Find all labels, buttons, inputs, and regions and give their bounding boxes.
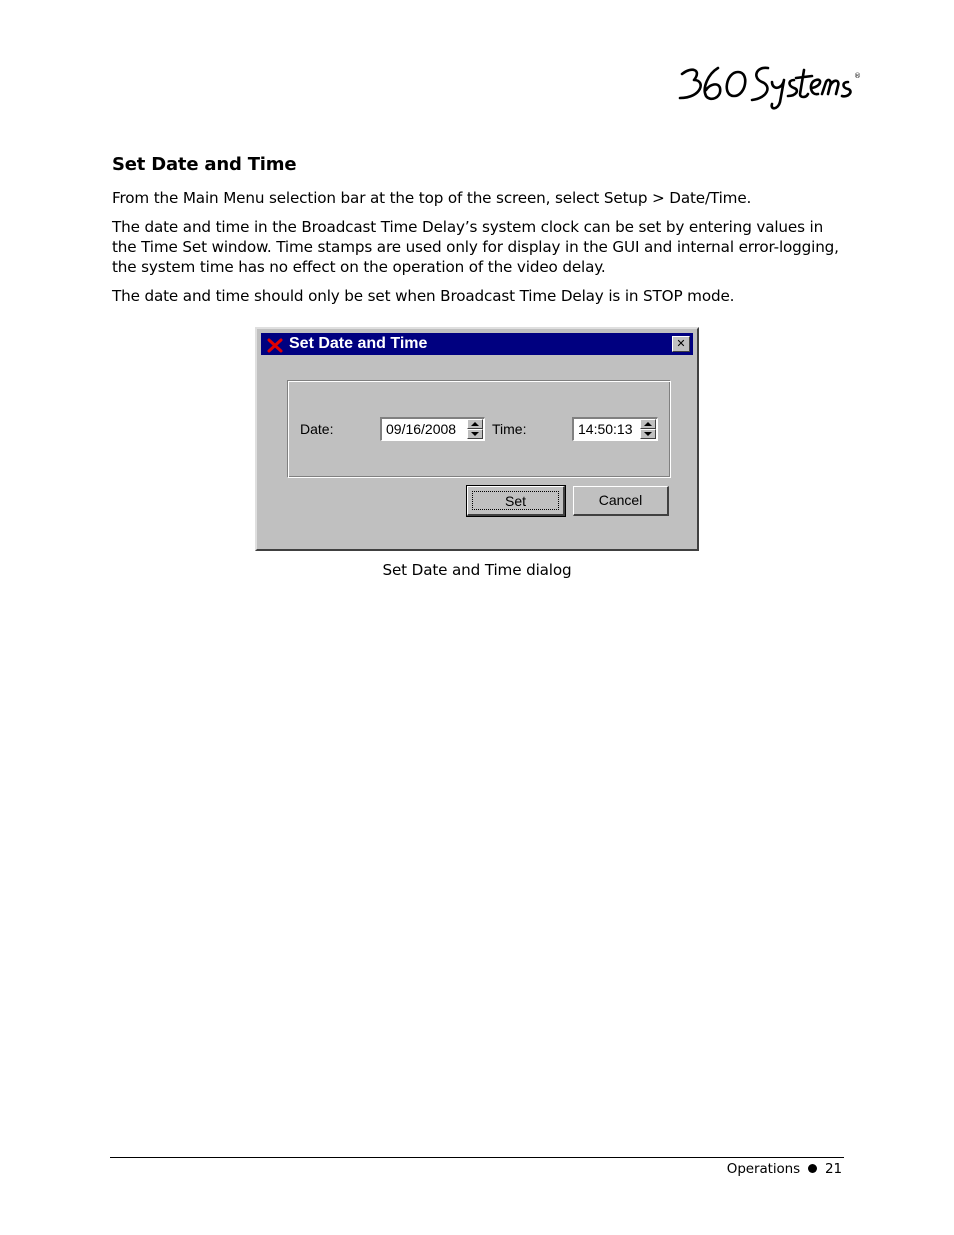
date-decrement-button[interactable] [467, 429, 483, 439]
figure-caption: Set Date and Time dialog [382, 561, 572, 579]
close-button[interactable] [672, 336, 690, 352]
company-logo [672, 58, 862, 114]
arrow-down-icon [471, 432, 479, 436]
bullet-icon [808, 1164, 817, 1173]
cancel-button[interactable]: Cancel [573, 486, 669, 516]
close-icon: ✕ [676, 337, 686, 350]
logo-script-mark [672, 58, 862, 114]
date-time-group-box [287, 380, 671, 478]
section-heading: Set Date and Time [112, 154, 297, 175]
date-spin-arrows [467, 419, 483, 439]
page-footer [727, 1160, 842, 1178]
registered-mark: ® [854, 72, 861, 80]
arrow-up-icon [644, 422, 652, 426]
time-spinbox[interactable] [572, 417, 658, 441]
date-spinbox[interactable] [380, 417, 485, 441]
set-button[interactable] [467, 486, 565, 516]
dialog-title: Set Date and Time [289, 335, 428, 352]
arrow-up-icon [471, 422, 479, 426]
time-decrement-button[interactable] [640, 429, 656, 439]
footer-divider [110, 1157, 844, 1158]
dialog-titlebar[interactable] [261, 333, 693, 355]
paragraph-menu-path: From the Main Menu selection bar at the top of the screen, select Setup > Date/Time. [112, 189, 752, 207]
set-button-label: Set [472, 491, 559, 510]
paragraph-stop-mode-note: The date and time should only be set when Broadcast Time Delay is in STOP mode. [112, 287, 735, 305]
date-input[interactable]: 09/16/2008 [386, 421, 457, 437]
time-spin-arrows [640, 419, 656, 439]
app-x-icon [267, 337, 283, 353]
time-label: Time: [492, 421, 527, 437]
time-increment-button[interactable] [640, 419, 656, 429]
set-date-time-dialog [255, 327, 699, 551]
page-number: 21 [825, 1161, 842, 1177]
date-increment-button[interactable] [467, 419, 483, 429]
paragraph-description: The date and time in the Broadcast Time Delay’s system clock can be set by entering values in the Time Set window. Time stamps are used only for display in the GUI and internal error-logging, the system time has no effect on the operation of the video delay. [112, 218, 839, 276]
arrow-down-icon [644, 432, 652, 436]
date-label: Date: [300, 421, 334, 437]
time-input[interactable]: 14:50:13 [578, 421, 633, 437]
footer-section-name: Operations [726, 1161, 801, 1177]
